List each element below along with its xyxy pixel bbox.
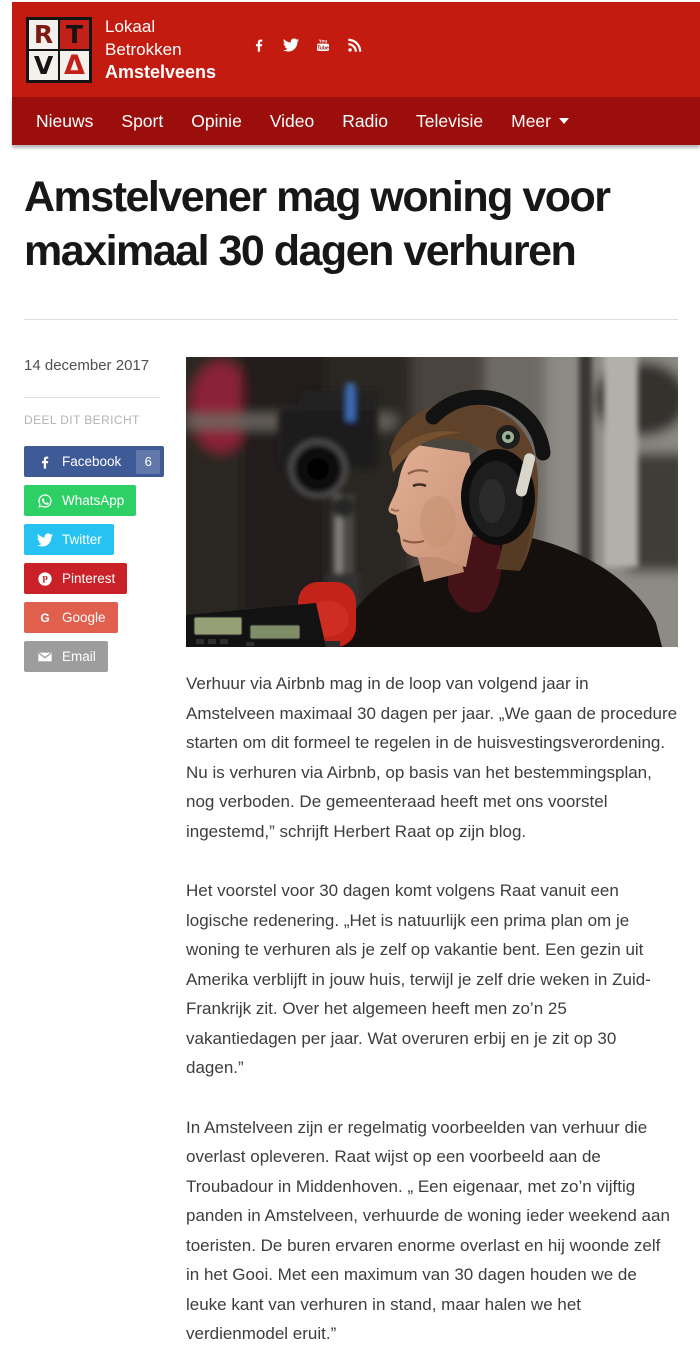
page-content [0,170,700,1349]
article-title-line-1: Amstelvener mag woning voor [24,173,610,221]
share-twitter-button[interactable] [24,524,114,555]
nav-item-meer[interactable] [497,111,583,132]
article-date: 14 december 2017 [24,357,150,374]
share-button-label: WhatsApp [62,493,125,508]
svg-text:P: P [41,573,48,584]
nav-item-radio[interactable]: Radio [342,110,388,131]
svg-text:G: G [39,610,50,625]
sidebar-divider [24,397,160,398]
logo-letter-t: T [60,20,89,49]
tagline-line-2: Betrokken [105,40,182,59]
rtva-logo[interactable] [26,17,92,83]
whatsapp-icon [36,492,53,509]
share-button-label: Pinterest [62,571,116,586]
tagline-line-3: Amstelveens [105,62,217,82]
share-whatsapp-button[interactable] [24,485,136,516]
twitter-icon [36,531,53,548]
logo-letter-a: Δ [60,51,89,80]
nav-item-nieuws[interactable]: Nieuws [36,110,94,131]
share-email-button[interactable] [24,641,108,672]
youtube-icon[interactable] [314,36,331,53]
site-header [12,2,700,97]
share-pinterest-button[interactable] [24,563,127,594]
masthead-wrap [12,2,700,145]
site-tagline [105,15,216,84]
nav-item-televisie[interactable]: Televisie [416,110,484,131]
article-paragraph: In Amstelveen zijn er regelmatig voorbeelden van verhuur die overlast opleveren. Raat wijst op een voorbeeld aan de Troubadour in Middenhoven. „ Een eigenaar, met zo’n vijftig panden in Amstelveen, verhuurde de woning ieder weekend aan toeristen. De buren ervaren enorme overlast en hij woonde zelf in het Gooi. Met een maximum van 30 dagen houden we de leuke kant van verhuren in stand, maar halen we het verdienmodel eruit.” [186,1117,670,1343]
logo-letter-v: V [29,51,58,80]
article-paragraph: Het voorstel voor 30 dagen komt volgens Raat vanuit een logische redenering. „Het is natuurlijk een prima plan om je woning te verhuren als je zelf op vakantie bent. Een gezin uit Amerika verblijft in jouw huis, terwijl je zelf drie weken in Zuid-Frankrijk zit. Over het algemeen heeft men zo’n 25 vakantiedagen per jaar. Wat overuren erbij en je zit op 30 dagen.” [186,881,651,1077]
share-facebook-button[interactable] [24,446,164,477]
rss-icon[interactable] [346,36,363,53]
main-nav [12,97,700,145]
email-icon [36,648,53,665]
share-buttons [24,446,160,672]
svg-text:You: You [318,37,327,43]
article-title [24,170,678,278]
chevron-down-icon [559,118,569,124]
share-button-label: Email [62,649,96,664]
nav-item-sport[interactable]: Sport [121,110,164,131]
article-body [186,357,678,1349]
share-sidebar [24,357,160,1349]
nav-item-opinie[interactable]: Opinie [191,110,242,131]
svg-text:Tube: Tube [316,44,329,51]
share-button-label: Facebook [62,454,122,469]
facebook-icon [36,453,53,470]
pinterest-icon [36,570,53,587]
twitter-icon[interactable] [282,36,299,53]
article-paragraph: Verhuur via Airbnb mag in de loop van volgend jaar in Amstelveen maximaal 30 dagen per jaar. „We gaan de procedure starten om dit formeel te regelen in de huisvestingsverordening. Nu is verhuren via Airbnb, op basis van het bestemmingsplan, nog verboden. De gemeenteraad heeft met ons voorstel ingestemd,” schrijft Herbert Raat op zijn blog. [186,674,678,841]
tagline-line-1: Lokaal [105,17,156,36]
share-google-button[interactable] [24,602,118,633]
share-heading: DEEL DIT BERICHT [24,413,140,427]
studio-photo-illustration [186,357,678,647]
article-text [186,669,678,1349]
title-divider [24,319,678,320]
share-button-label: Twitter [62,532,102,547]
facebook-icon[interactable] [250,36,267,53]
header-social-icons [250,36,363,53]
article-title-line-2: maximaal 30 dagen verhuren [24,227,576,275]
share-button-label: Google [62,610,106,625]
logo-letter-r: R [29,20,58,49]
google-icon [36,609,53,626]
article-row [24,357,678,1349]
nav-meer-label: Meer [511,110,551,131]
article-image [186,357,678,647]
share-count-badge: 6 [136,450,160,474]
nav-item-video[interactable]: Video [269,110,315,131]
